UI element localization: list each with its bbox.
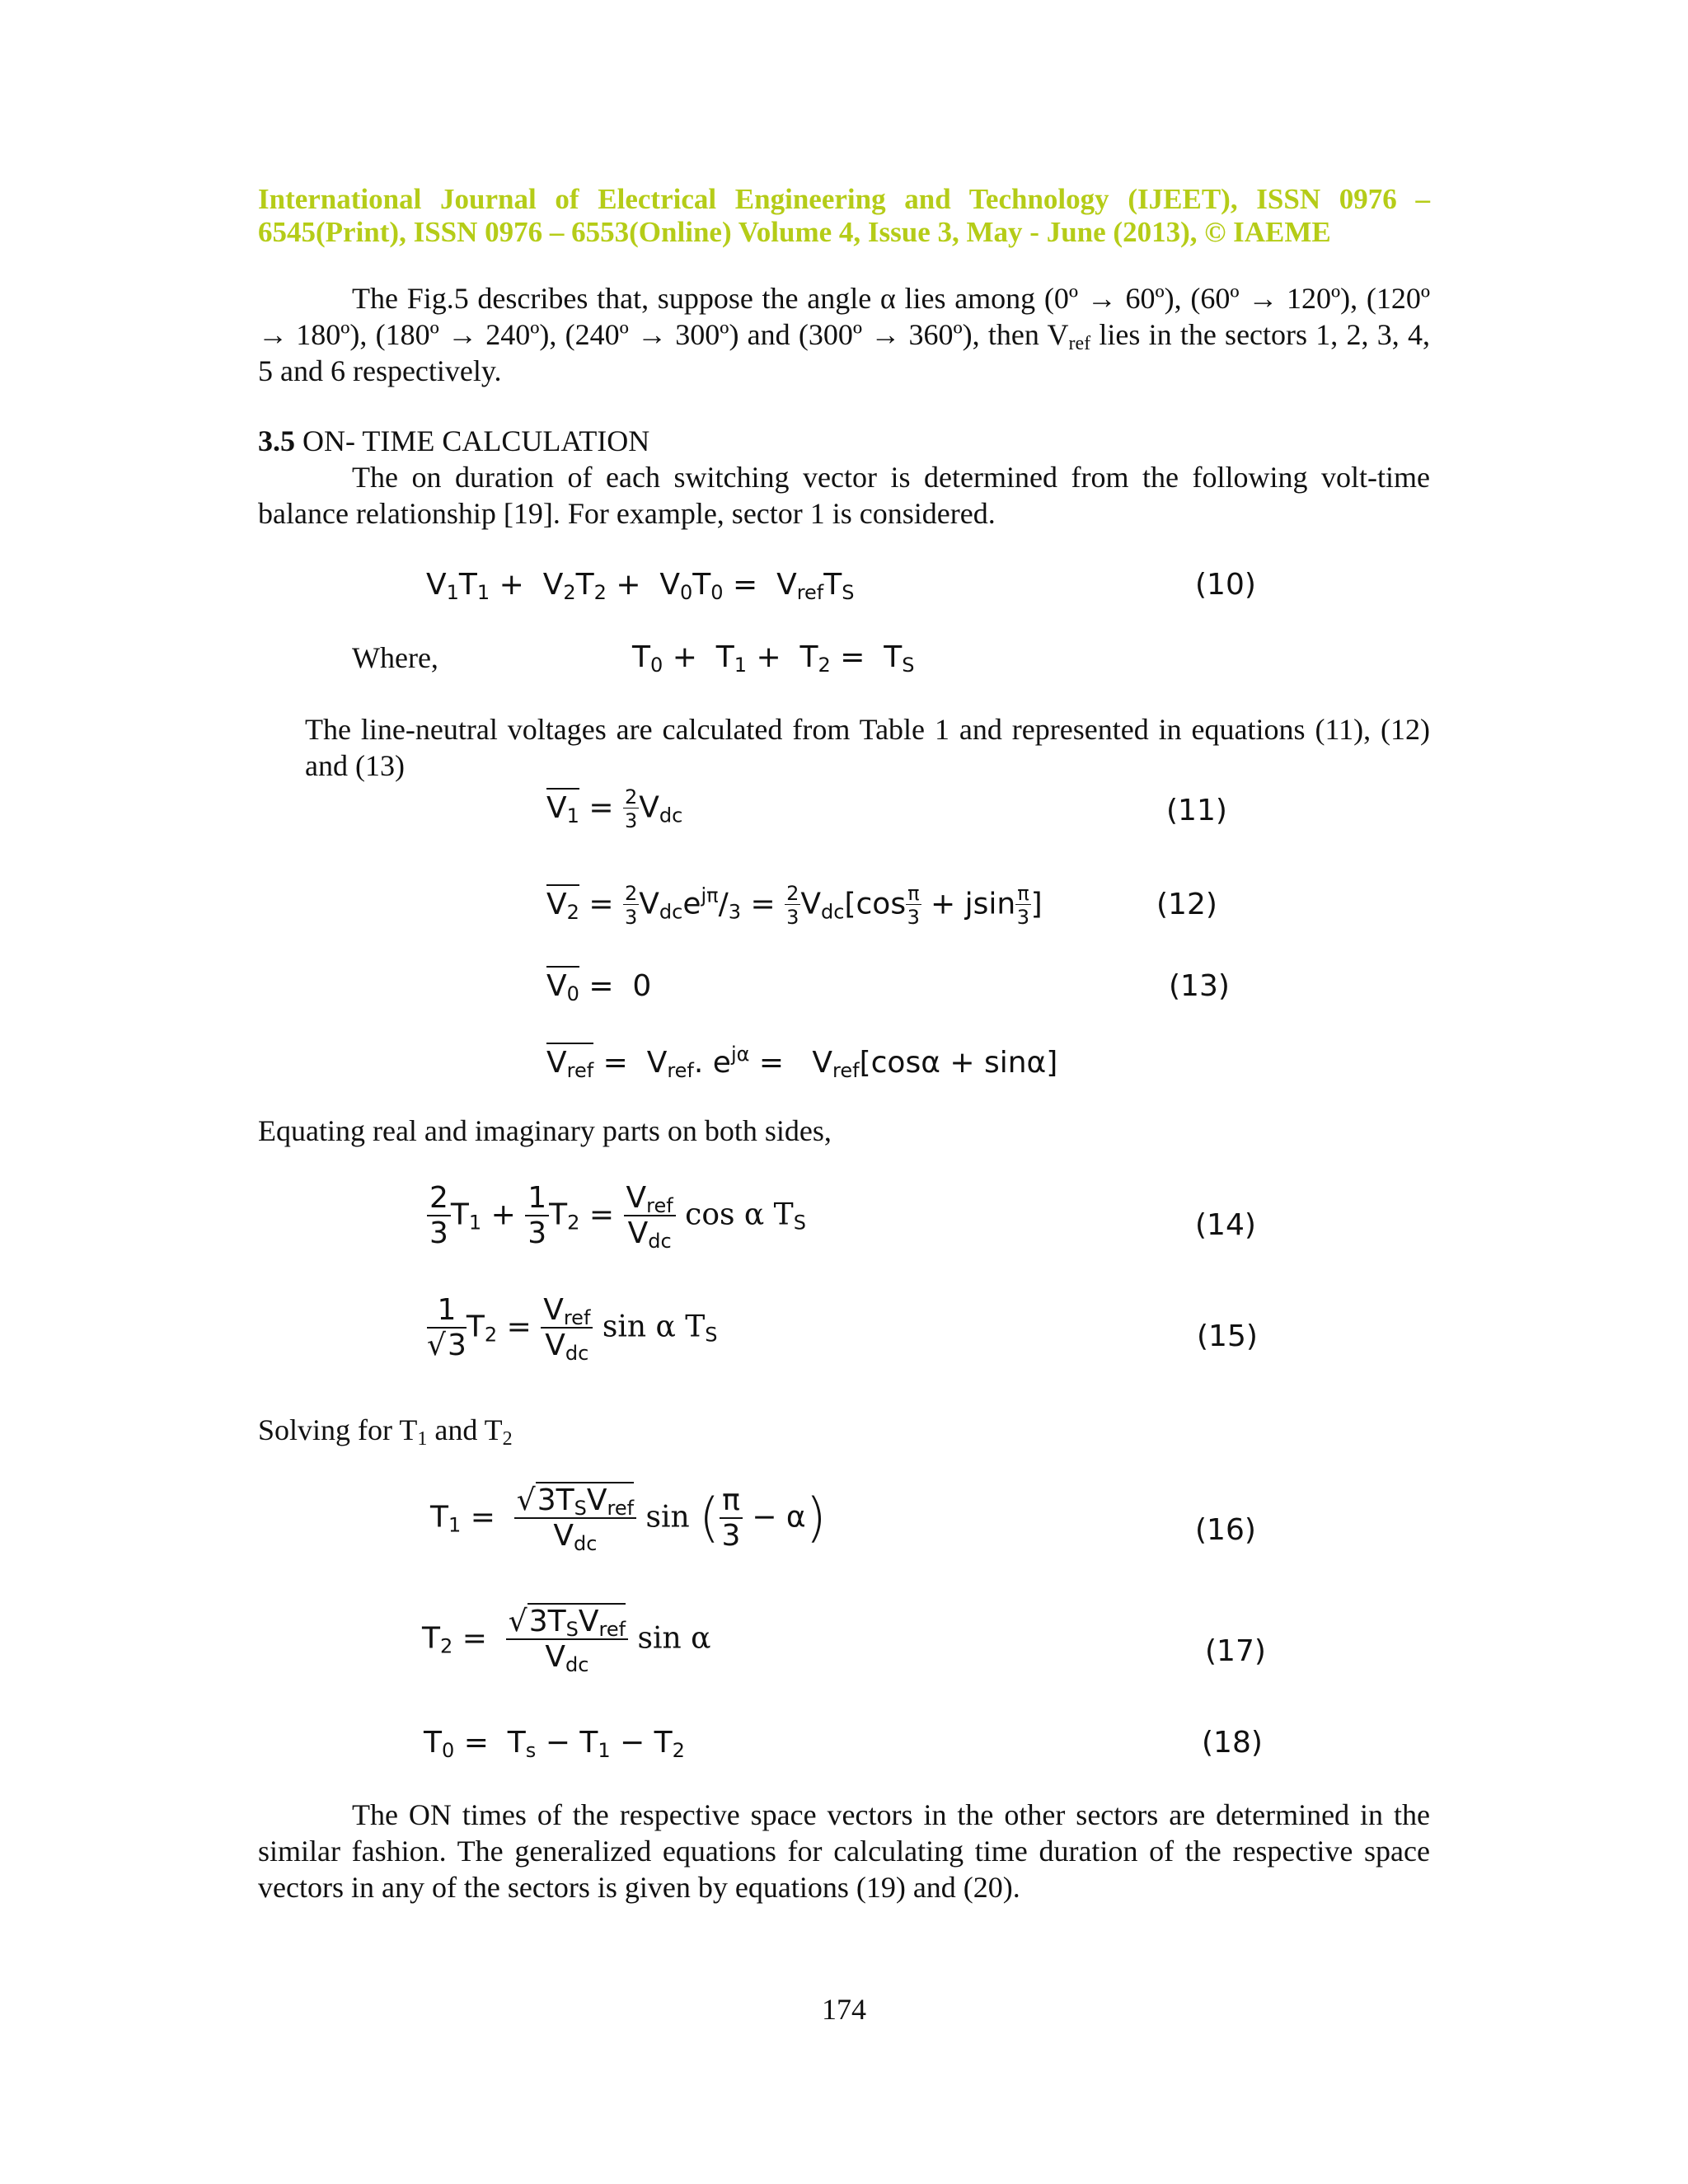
equation-number-18: (18) (1202, 1726, 1263, 1760)
equation-16: $T_1$ = $\frac{√3T_SV_{ref}}{V_{dc}}$ sin ( $\frac{\pi}{3}$ − α) (430, 1483, 827, 1555)
equation-14: $\frac{2}{3}$ $T_1$ + $\frac{1}{3}$ $T_2$ = $\frac{V_{ref}}{V_{dc}}$ cos α $T_S$ (427, 1183, 806, 1249)
equation-18: $T_0 = T_s - T_1 - T_2$ (424, 1726, 685, 1762)
where-label: Where, (352, 641, 438, 674)
equation-number-13: (13) (1169, 969, 1230, 1003)
equation-number-14: (14) (1195, 1208, 1256, 1242)
equation-number-12: (12) (1156, 888, 1217, 921)
equation-time-sum: $T_0 + T_1 + T_2 = T_S$ (632, 640, 915, 677)
equation-13: $V_0 = 0$ (546, 968, 651, 1005)
equation-number-11: (11) (1166, 794, 1227, 827)
header-line-1: International Journal of Electrical Engineering and Technology (IJEET), ISSN 0976 – (258, 183, 1430, 215)
paragraph-final: The ON times of the respective space vectors in the other sectors are determined in the similar fashion. The generalized equations for calculating time duration of the respective space vectors in any of the sectors is given by equations (19) and (20). (258, 1798, 1430, 1904)
paragraph-solving: Solving for $T_1$ and $T_2$ (258, 1413, 513, 1450)
equation-number-17: (17) (1205, 1634, 1266, 1668)
page-number: 174 (822, 1993, 866, 2026)
journal-header (258, 183, 1430, 249)
equation-15: $\frac{1}{√3}$ $T_2$ = $\frac{V_{ref}}{V_{dc}}$ sin α $T_S$ (427, 1293, 718, 1365)
equation-12: $V_2$ = $\frac{2}{3}$ $V_{dc}e^{j\pi}/_3$ = $\frac{2}{3}$ $V_{dc}[\cos$ $\frac{\pi}{3}$ + jsin $\frac{\pi}{3}$ ] (546, 882, 1043, 929)
header-line-2: 6545(Print), ISSN 0976 – 6553(Online) Volume 4, Issue 3, May - June (2013), © IAEME (258, 216, 1331, 248)
paragraph-fig5: The Fig.5 describes that, suppose the angle α lies among (0º → 60º), (60º → 120º), (120º → 180º), (180º → 240º), (240º → 300º) and (300º → 360º), then $V_{ref}$ lies in the sectors 1, 2, 3, 4, 5 and 6 respectively. (258, 282, 1430, 387)
paragraph-ontime: The on duration of each switching vector is determined from the following volt-time balance relationship [19]. For example, sector 1 is considered. (258, 461, 1430, 530)
section-heading: 3.5 ON- TIME CALCULATION (258, 424, 650, 457)
equation-10: $V_1T_1 + V_2T_2 + V_0T_0 = V_{ref}T_S$ (426, 568, 855, 604)
equation-number-15: (15) (1197, 1319, 1258, 1353)
equation-vref: $V_{ref} = V_{ref}$. $e^{j\alpha} = V_{ref}[\cos\alpha + \sin\alpha]$ (546, 1043, 1058, 1082)
equation-17: $T_2$ = $\frac{√3T_SV_{ref}}{V_{dc}}$ sin α (422, 1605, 711, 1676)
equation-number-16: (16) (1195, 1513, 1256, 1547)
equation-number-10: (10) (1195, 568, 1256, 602)
paragraph-equating: Equating real and imaginary parts on both sides, (258, 1114, 832, 1147)
paragraph-line-neutral: The line-neutral voltages are calculated from Table 1 and represented in equations (11), (12) and (13) (305, 713, 1430, 782)
equation-11: $V_1$ = $\frac{2}{3}$ $V_{dc}$ (546, 785, 683, 832)
